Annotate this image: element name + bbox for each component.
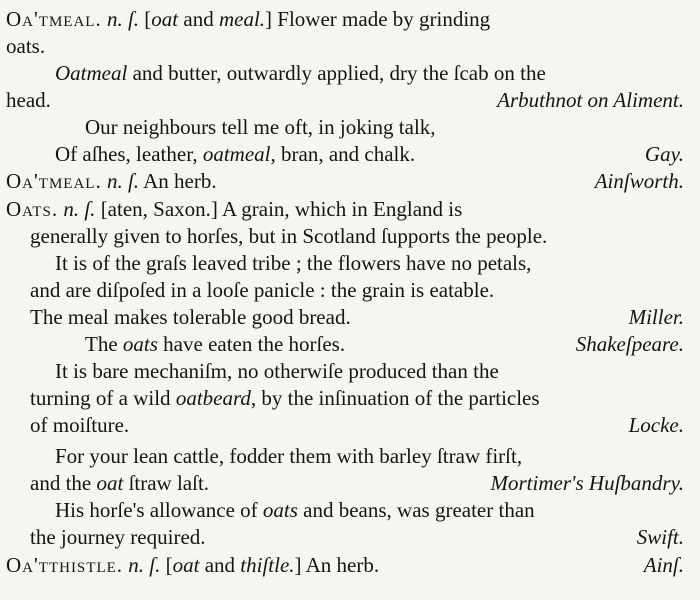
quotation-line: His horſe's allowance of oats and beans, was greater than (55, 498, 535, 522)
description-line: The meal makes tolerable good bread. (30, 305, 351, 329)
definition-continued: generally given to horſes, but in Scotland ſupports the people. (30, 224, 548, 248)
entry-oatmeal-herb (6, 168, 217, 194)
quotation-line: head. (6, 88, 51, 112)
etymology: [oat and thiſtle.] (165, 553, 302, 577)
quotation-source: Ainſworth. (594, 169, 684, 193)
quotation-line: of moiſture. (30, 413, 130, 437)
quotation-source: Arbuthnot on Aliment. (497, 88, 684, 112)
definition: A grain, which in England is (222, 197, 463, 221)
quotation-line: It is bare mechaniſm, no otherwiſe produced than the (55, 359, 499, 383)
headword: Oa'tmeal. (6, 7, 102, 31)
quotation-source: Swift. (636, 525, 684, 549)
entry-oatmeal-headline (6, 6, 490, 32)
entry-oats-headline (6, 196, 462, 222)
quotation-source: Shakeſpeare. (575, 332, 684, 356)
verse-line: Of aſhes, leather, oatmeal, bran, and chalk. (55, 142, 416, 166)
etymology: [oat and meal.] (144, 7, 273, 31)
part-of-speech: n. ſ. (63, 197, 96, 221)
part-of-speech: n. ſ. (106, 169, 140, 193)
headword: Oats. (6, 197, 59, 221)
definition: An herb. (143, 169, 217, 193)
headword: Oa'tmeal. (6, 169, 102, 193)
quotation-line: turning of a wild oatbeard, by the inſinuation of the particles (30, 386, 540, 410)
definition: Flower made by grinding (277, 7, 491, 31)
etymology: [aten, Saxon.] (100, 197, 218, 221)
description-line: and are diſpoſed in a looſe panicle : the grain is eatable. (30, 278, 495, 302)
quotation-source: Locke. (628, 413, 684, 437)
entry-oatthistle (6, 552, 379, 578)
quotation-line: For your lean cattle, fodder them with barley ſtraw firſt, (55, 444, 523, 468)
quotation-line: and the oat ſtraw laſt. (30, 471, 210, 495)
description-line: It is of the graſs leaved tribe ; the flowers have no petals, (55, 251, 532, 275)
quotation-line: the journey required. (30, 525, 206, 549)
verse-line: Our neighbours tell me oft, in joking talk, (85, 115, 436, 139)
quotation-source: Ainſ. (643, 553, 684, 577)
part-of-speech: n. ſ. (106, 7, 140, 31)
headword: Oa'tthistle. (6, 553, 124, 577)
quotation-source: Miller. (628, 305, 684, 329)
quotation-source: Gay. (644, 142, 684, 166)
quotation-source: Mortimer's Huſbandry. (490, 471, 684, 495)
definition-continued: oats. (6, 34, 46, 58)
quotation-line: The oats have eaten the horſes. (85, 332, 346, 356)
definition: An herb. (305, 553, 380, 577)
quotation-line: Oatmeal and butter, outwardly applied, dry the ſcab on the (55, 61, 546, 85)
part-of-speech: n. ſ. (128, 553, 161, 577)
